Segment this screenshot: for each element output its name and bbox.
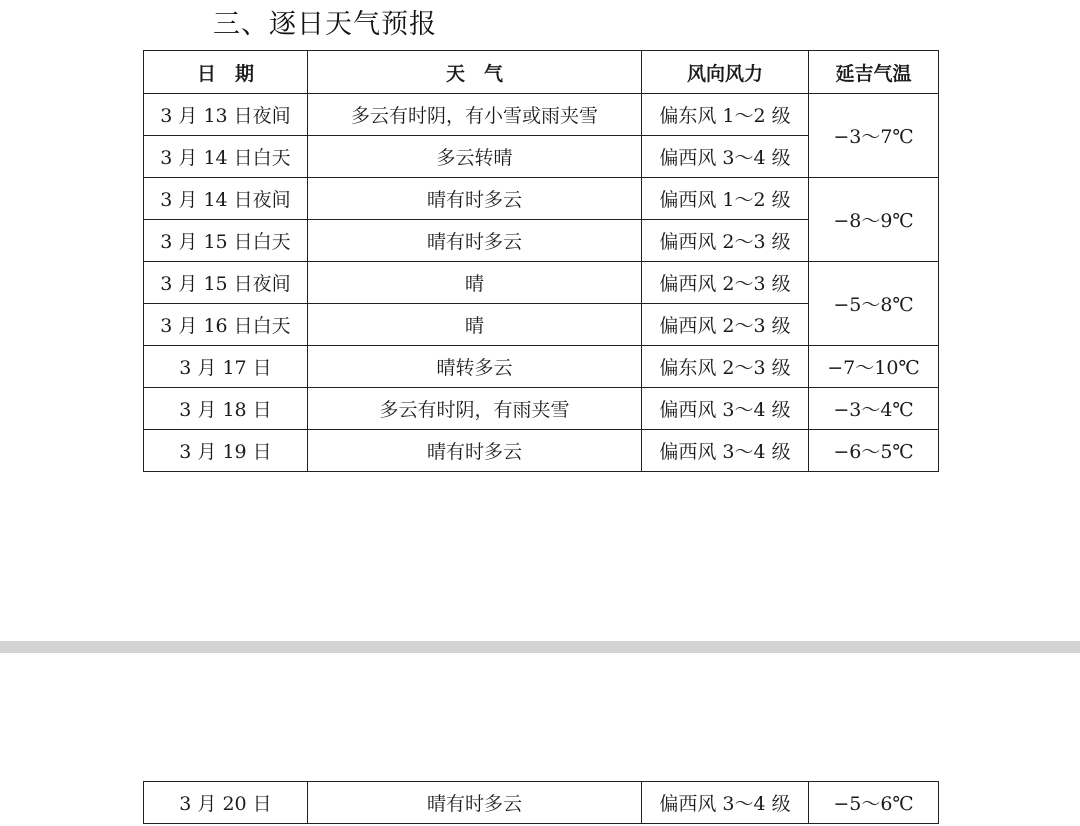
wind-cell: 偏西风 3～4 级	[642, 430, 809, 472]
table-row	[144, 782, 939, 824]
header-date: 日 期	[144, 51, 308, 94]
date-cell: 3 月 16 日白天	[144, 304, 308, 346]
table-row	[144, 94, 939, 136]
date-cell: 3 月 14 日夜间	[144, 178, 308, 220]
date-cell: 3 月 18 日	[144, 388, 308, 430]
forecast-table-continued	[143, 781, 939, 824]
section-heading: 三、逐日天气预报	[213, 9, 437, 40]
temperature-cell: −8～9℃	[809, 178, 939, 262]
table-row	[144, 346, 939, 388]
date-cell: 3 月 15 日夜间	[144, 262, 308, 304]
weather-cell: 多云有时阴，有小雪或雨夹雪	[308, 94, 642, 136]
wind-cell: 偏西风 3～4 级	[642, 388, 809, 430]
table-row	[144, 430, 939, 472]
wind-cell: 偏西风 2～3 级	[642, 220, 809, 262]
header-wind: 风向风力	[642, 51, 809, 94]
weather-cell: 晴	[308, 262, 642, 304]
wind-cell: 偏西风 1～2 级	[642, 178, 809, 220]
weather-cell: 晴有时多云	[308, 220, 642, 262]
weather-cell: 多云转晴	[308, 136, 642, 178]
weather-cell: 晴有时多云	[308, 178, 642, 220]
date-cell: 3 月 19 日	[144, 430, 308, 472]
date-cell: 3 月 17 日	[144, 346, 308, 388]
date-cell: 3 月 15 日白天	[144, 220, 308, 262]
weather-cell: 多云有时阴，有雨夹雪	[308, 388, 642, 430]
table-row	[144, 262, 939, 304]
date-cell: 3 月 13 日夜间	[144, 94, 308, 136]
header-weather: 天 气	[308, 51, 642, 94]
weather-cell: 晴有时多云	[308, 782, 642, 824]
table-row	[144, 388, 939, 430]
temperature-cell: −6～5℃	[809, 430, 939, 472]
weather-cell: 晴	[308, 304, 642, 346]
table-header-row	[144, 51, 939, 94]
weather-cell: 晴转多云	[308, 346, 642, 388]
temperature-cell: −3～4℃	[809, 388, 939, 430]
date-cell: 3 月 20 日	[144, 782, 308, 824]
date-cell: 3 月 14 日白天	[144, 136, 308, 178]
temperature-cell: −7～10℃	[809, 346, 939, 388]
wind-cell: 偏东风 1～2 级	[642, 94, 809, 136]
forecast-table	[143, 50, 939, 472]
temperature-cell: −5～6℃	[809, 782, 939, 824]
wind-cell: 偏西风 2～3 级	[642, 262, 809, 304]
temperature-cell: −5～8℃	[809, 262, 939, 346]
wind-cell: 偏西风 3～4 级	[642, 782, 809, 824]
wind-cell: 偏东风 2～3 级	[642, 346, 809, 388]
table-row	[144, 178, 939, 220]
page-break-divider	[0, 641, 1080, 653]
forecast-table-continued-body	[144, 782, 939, 824]
wind-cell: 偏西风 3～4 级	[642, 136, 809, 178]
temperature-cell: −3～7℃	[809, 94, 939, 178]
forecast-table-body	[144, 94, 939, 472]
header-temperature: 延吉气温	[809, 51, 939, 94]
weather-cell: 晴有时多云	[308, 430, 642, 472]
wind-cell: 偏西风 2～3 级	[642, 304, 809, 346]
